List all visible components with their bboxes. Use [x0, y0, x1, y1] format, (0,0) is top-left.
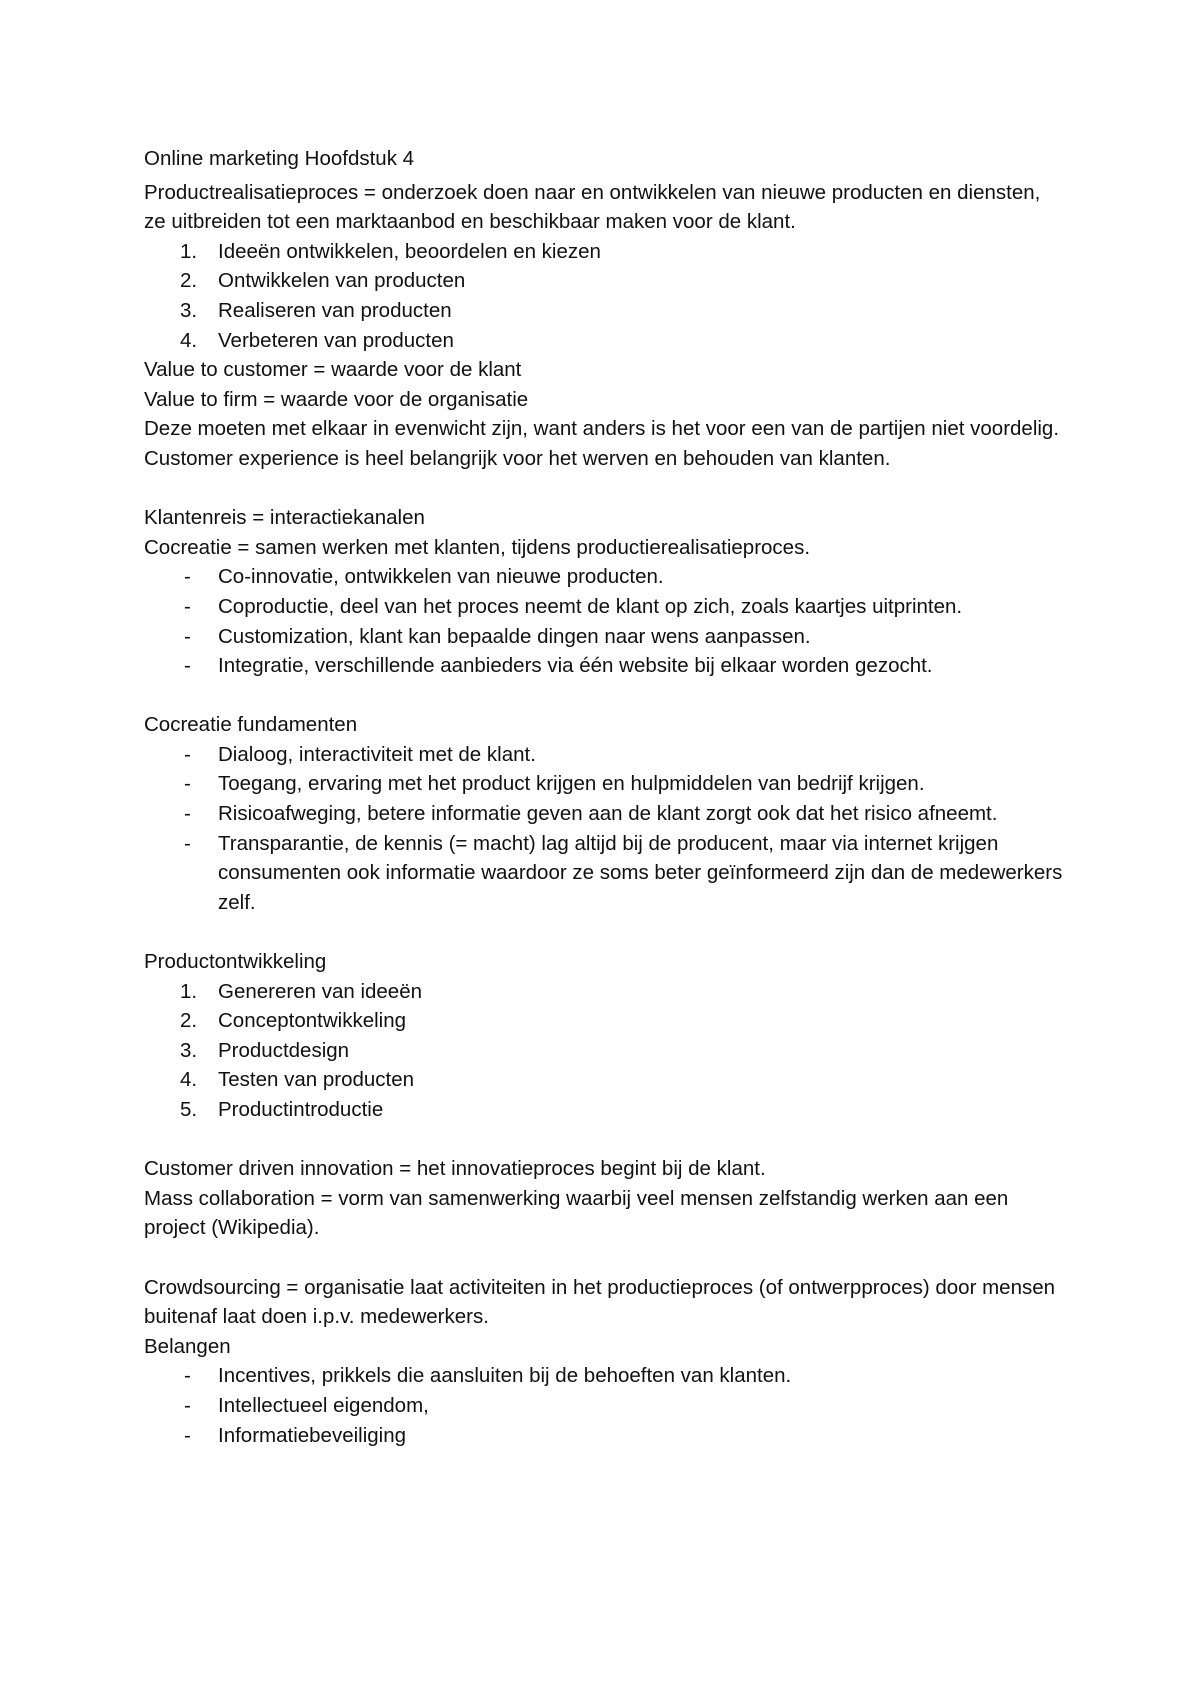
list-item: [144, 592, 1064, 622]
spacer: [144, 917, 1064, 947]
list-item-text: Ideeën ontwikkelen, beoordelen en kiezen: [218, 239, 601, 263]
crowdsourcing-definition: Crowdsourcing = organisatie laat activiteiten in het productieproces (of ontwerpproces) door mensen buitenaf laat doen i.p.v. medewerkers.: [144, 1275, 1056, 1329]
value-to-firm: Value to firm = waarde voor de organisatie: [144, 387, 529, 411]
list-item-text: Productintroductie: [218, 1098, 384, 1121]
list-item: [144, 562, 1064, 592]
spacer: [144, 474, 1064, 504]
list-marker: -: [184, 594, 191, 618]
list-marker: -: [184, 831, 191, 855]
list-item: [144, 740, 1064, 770]
productrealisatie-steps: [144, 237, 1064, 355]
list-item-text: Dialoog, interactiviteit met de klant.: [218, 742, 536, 766]
cocreatie-list: [144, 562, 1064, 680]
list-item-text: Testen van producten: [218, 1068, 415, 1092]
list-item: [144, 977, 1064, 1007]
list-item-text: Risicoafweging, betere informatie geven aan de klant zorgt ook dat het risico afneemt.: [218, 802, 998, 826]
list-item: [144, 769, 1064, 799]
list-marker: 1.: [180, 239, 198, 263]
list-marker: 5.: [180, 1098, 198, 1121]
list-item-text: Incentives, prikkels die aansluiten bij de behoeften van klanten.: [218, 1364, 792, 1388]
list-item-text: Integratie, verschillende aanbieders via één website bij elkaar worden gezocht.: [218, 654, 933, 678]
list-item-text: Conceptontwikkeling: [218, 1009, 407, 1033]
belangen-heading: Belangen: [144, 1334, 231, 1358]
list-marker: 4.: [180, 328, 198, 352]
list-marker: -: [184, 742, 191, 766]
list-marker: -: [184, 1364, 191, 1388]
list-marker: -: [184, 624, 191, 648]
list-marker: -: [184, 802, 191, 826]
spacer: [144, 1243, 1064, 1273]
list-marker: -: [184, 654, 191, 678]
list-marker: -: [184, 1393, 191, 1417]
list-item: [144, 651, 1064, 681]
list-marker: -: [184, 1423, 191, 1447]
mass-collaboration: Mass collaboration = vorm van samenwerking waarbij veel mensen zelfstandig werken aan een project (Wikipedia).: [144, 1186, 1009, 1240]
list-item-text: Realiseren van producten: [218, 298, 452, 322]
list-marker: 2.: [180, 269, 198, 293]
list-item-text: Ontwikkelen van producten: [218, 269, 466, 293]
list-item-text: Verbeteren van producten: [218, 328, 454, 352]
productrealisatie-definition: Productrealisatieproces = onderzoek doen naar en ontwikkelen van nieuwe producten en diensten, ze uitbreiden tot een marktaanbod en beschikbaar maken voor de klant.: [144, 180, 1041, 234]
list-item: [144, 829, 1064, 918]
productontwikkeling-steps: [144, 977, 1064, 1125]
list-item: [144, 296, 1064, 326]
document-page: [144, 144, 1064, 1450]
list-item: [144, 1095, 1064, 1125]
list-marker: 1.: [180, 979, 198, 1003]
list-item-text: Intellectueel eigendom,: [218, 1393, 429, 1417]
page-title: Online marketing Hoofdstuk 4: [144, 147, 415, 170]
list-item: [144, 622, 1064, 652]
list-item-text: Genereren van ideeën: [218, 979, 423, 1003]
list-marker: -: [184, 565, 191, 589]
list-item: [144, 266, 1064, 296]
productontwikkeling-heading: Productontwikkeling: [144, 950, 327, 974]
fundamenten-list: [144, 740, 1064, 918]
list-item-text: Transparantie, de kennis (= macht) lag altijd bij de producent, maar via internet krijgen consumenten ook informatie waardoor ze soms beter geïnformeerd zijn dan de medewerkers zelf.: [218, 831, 1063, 914]
list-item: [144, 1065, 1064, 1095]
list-item-text: Informatiebeveiliging: [218, 1423, 407, 1447]
list-item: [144, 1006, 1064, 1036]
klantenreis-definition: Klantenreis = interactiekanalen: [144, 506, 425, 530]
balance-note: Deze moeten met elkaar in evenwicht zijn, want anders is het voor een van de partijen niet voordelig.: [144, 417, 1060, 441]
list-item: [144, 1361, 1064, 1391]
customer-experience-note: Customer experience is heel belangrijk voor het werven en behouden van klanten.: [144, 446, 891, 470]
list-marker: -: [184, 772, 191, 796]
value-to-customer: Value to customer = waarde voor de klant: [144, 358, 522, 382]
list-marker: 3.: [180, 1038, 198, 1062]
list-item: [144, 799, 1064, 829]
customer-driven-innovation: Customer driven innovation = het innovatieproces begint bij de klant.: [144, 1157, 766, 1181]
list-item-text: Customization, klant kan bepaalde dingen naar wens aanpassen.: [218, 624, 811, 648]
list-item-text: Productdesign: [218, 1038, 350, 1062]
list-item: [144, 1391, 1064, 1421]
spacer: [144, 1125, 1064, 1155]
list-item: [144, 237, 1064, 267]
list-marker: 4.: [180, 1068, 198, 1092]
belangen-list: [144, 1361, 1064, 1450]
spacer: [144, 681, 1064, 711]
list-item: [144, 326, 1064, 356]
list-marker: 2.: [180, 1009, 198, 1033]
list-item: [144, 1421, 1064, 1451]
list-item-text: Toegang, ervaring met het product krijgen en hulpmiddelen van bedrijf krijgen.: [218, 772, 925, 796]
fundamenten-heading: Cocreatie fundamenten: [144, 713, 358, 737]
list-item-text: Coproductie, deel van het proces neemt de klant op zich, zoals kaartjes uitprinten.: [218, 594, 963, 618]
list-item-text: Co-innovatie, ontwikkelen van nieuwe producten.: [218, 565, 664, 589]
list-item: [144, 1036, 1064, 1066]
cocreatie-definition: Cocreatie = samen werken met klanten, tijdens productierealisatieproces.: [144, 535, 811, 559]
list-marker: 3.: [180, 298, 198, 322]
